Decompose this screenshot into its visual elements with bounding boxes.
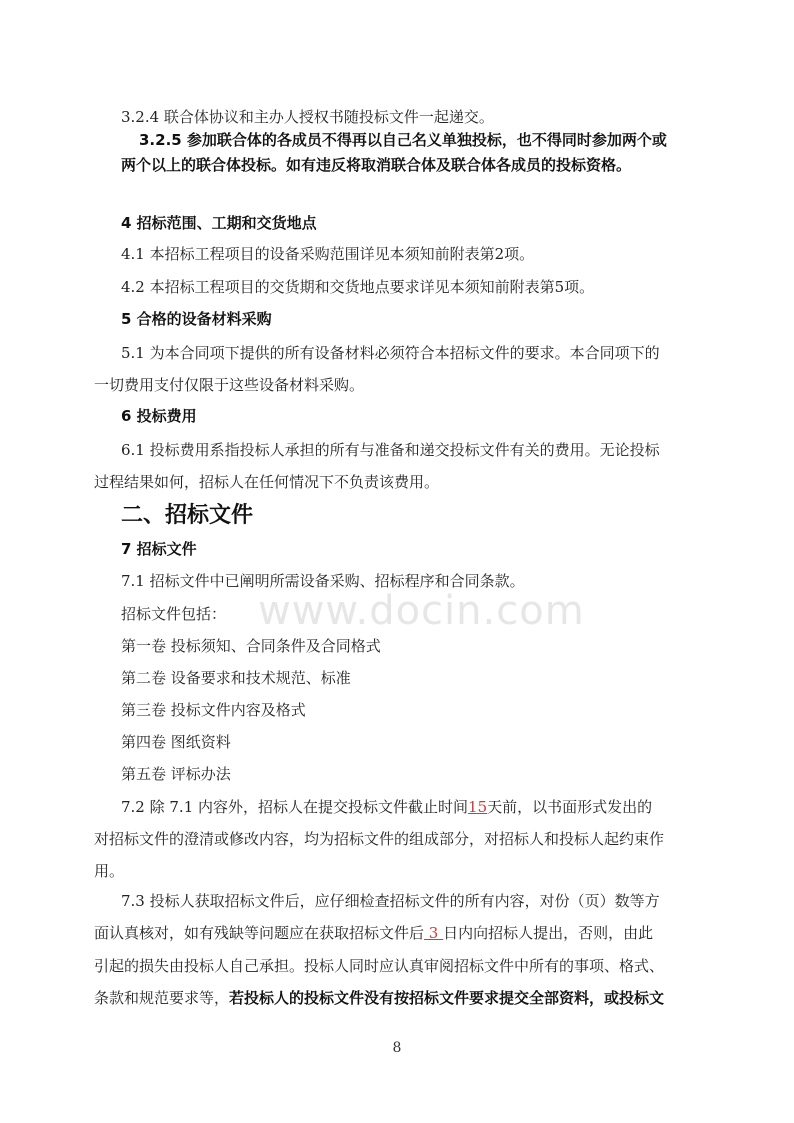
watermark: www.docin.com xyxy=(258,588,585,634)
volume-4: 第四卷 图纸资料 xyxy=(121,733,231,751)
clause-3-2-5-cont: 两个以上的联合体投标。如有违反将取消联合体及联合体各成员的投标资格。 xyxy=(121,156,632,174)
chapter-2-heading: 二、招标文件 xyxy=(121,503,254,528)
clause-7-3-cont xyxy=(94,923,653,943)
clause-7-2-part-c: 天前，以书面形式发出的 xyxy=(487,798,653,816)
volume-2: 第二卷 设备要求和技术规范、标准 xyxy=(121,669,351,687)
clause-7-1: 7.1 招标文件中已阐明所需设备采购、招标程序和合同条款。 xyxy=(121,572,525,590)
clause-7-3-bold: 若投标人的投标文件没有按招标文件要求提交全部资料，或投标文 xyxy=(229,989,665,1007)
clause-7-3: 7.3 投标人获取招标文件后，应仔细检查招标文件的所有内容，对份（页）数等方 xyxy=(121,892,660,910)
clause-5-1-cont: 一切费用支付仅限于这些设备材料采购。 xyxy=(94,376,365,394)
clause-7-3-part-c: 日内向招标人提出，否则，由此 xyxy=(443,924,654,942)
section-6-heading: 6 投标费用 xyxy=(121,407,197,425)
clause-4-1: 4.1 本招标工程项目的设备采购范围详见本须知前附表第2项。 xyxy=(121,245,535,263)
clause-7-3-part-a: 面认真核对，如有残缺等问题应在获取招标文件后 xyxy=(94,924,425,942)
clause-3-2-5: 3.2.5 参加联合体的各成员不得再以自己名义单独投标，也不得同时参加两个或 xyxy=(139,131,667,149)
volume-3: 第三卷 投标文件内容及格式 xyxy=(121,701,306,719)
clause-7-2-cont: 对招标文件的澄清或修改内容，均为招标文件的组成部分，对招标人和投标人起约束作 xyxy=(94,830,665,848)
clause-3-2-4: 3.2.4 联合体协议和主办人授权书随投标文件一起递交。 xyxy=(121,108,494,126)
clause-6-1: 6.1 投标费用系指投标人承担的所有与准备和递交投标文件有关的费用。无论投标 xyxy=(121,441,660,459)
clause-5-1: 5.1 为本合同项下提供的所有设备材料必须符合本招标文件的要求。本合同项下的 xyxy=(121,344,660,362)
clause-7-2-part-a: 7.2 除 7.1 内容外，招标人在提交投标文件截止时间 xyxy=(121,798,469,816)
clause-7-2-cont2: 用。 xyxy=(94,862,125,880)
docs-include-label: 招标文件包括： xyxy=(121,605,227,623)
clause-7-2 xyxy=(121,797,652,817)
clause-7-3-cont3 xyxy=(94,988,664,1008)
section-7-heading: 7 招标文件 xyxy=(121,540,197,558)
clause-4-2: 4.2 本招标工程项目的交货期和交货地点要求详见本须知前附表第5项。 xyxy=(121,278,595,296)
days-15: 15 xyxy=(468,798,488,816)
page-number: 8 xyxy=(392,1040,402,1056)
volume-1: 第一卷 投标须知、合同条件及合同格式 xyxy=(121,637,381,655)
section-5-heading: 5 合格的设备材料采购 xyxy=(121,310,272,328)
clause-7-3-part-d: 条款和规范要求等， xyxy=(94,989,230,1007)
volume-5: 第五卷 评标办法 xyxy=(121,765,231,783)
clause-7-3-cont2: 引起的损失由投标人自己承担。投标人同时应认真审阅招标文件中所有的事项、格式、 xyxy=(94,957,665,975)
clause-6-1-cont: 过程结果如何，招标人在任何情况下不负责该费用。 xyxy=(94,473,440,491)
days-3: 3 xyxy=(424,924,444,942)
section-4-heading: 4 招标范围、工期和交货地点 xyxy=(121,214,317,232)
